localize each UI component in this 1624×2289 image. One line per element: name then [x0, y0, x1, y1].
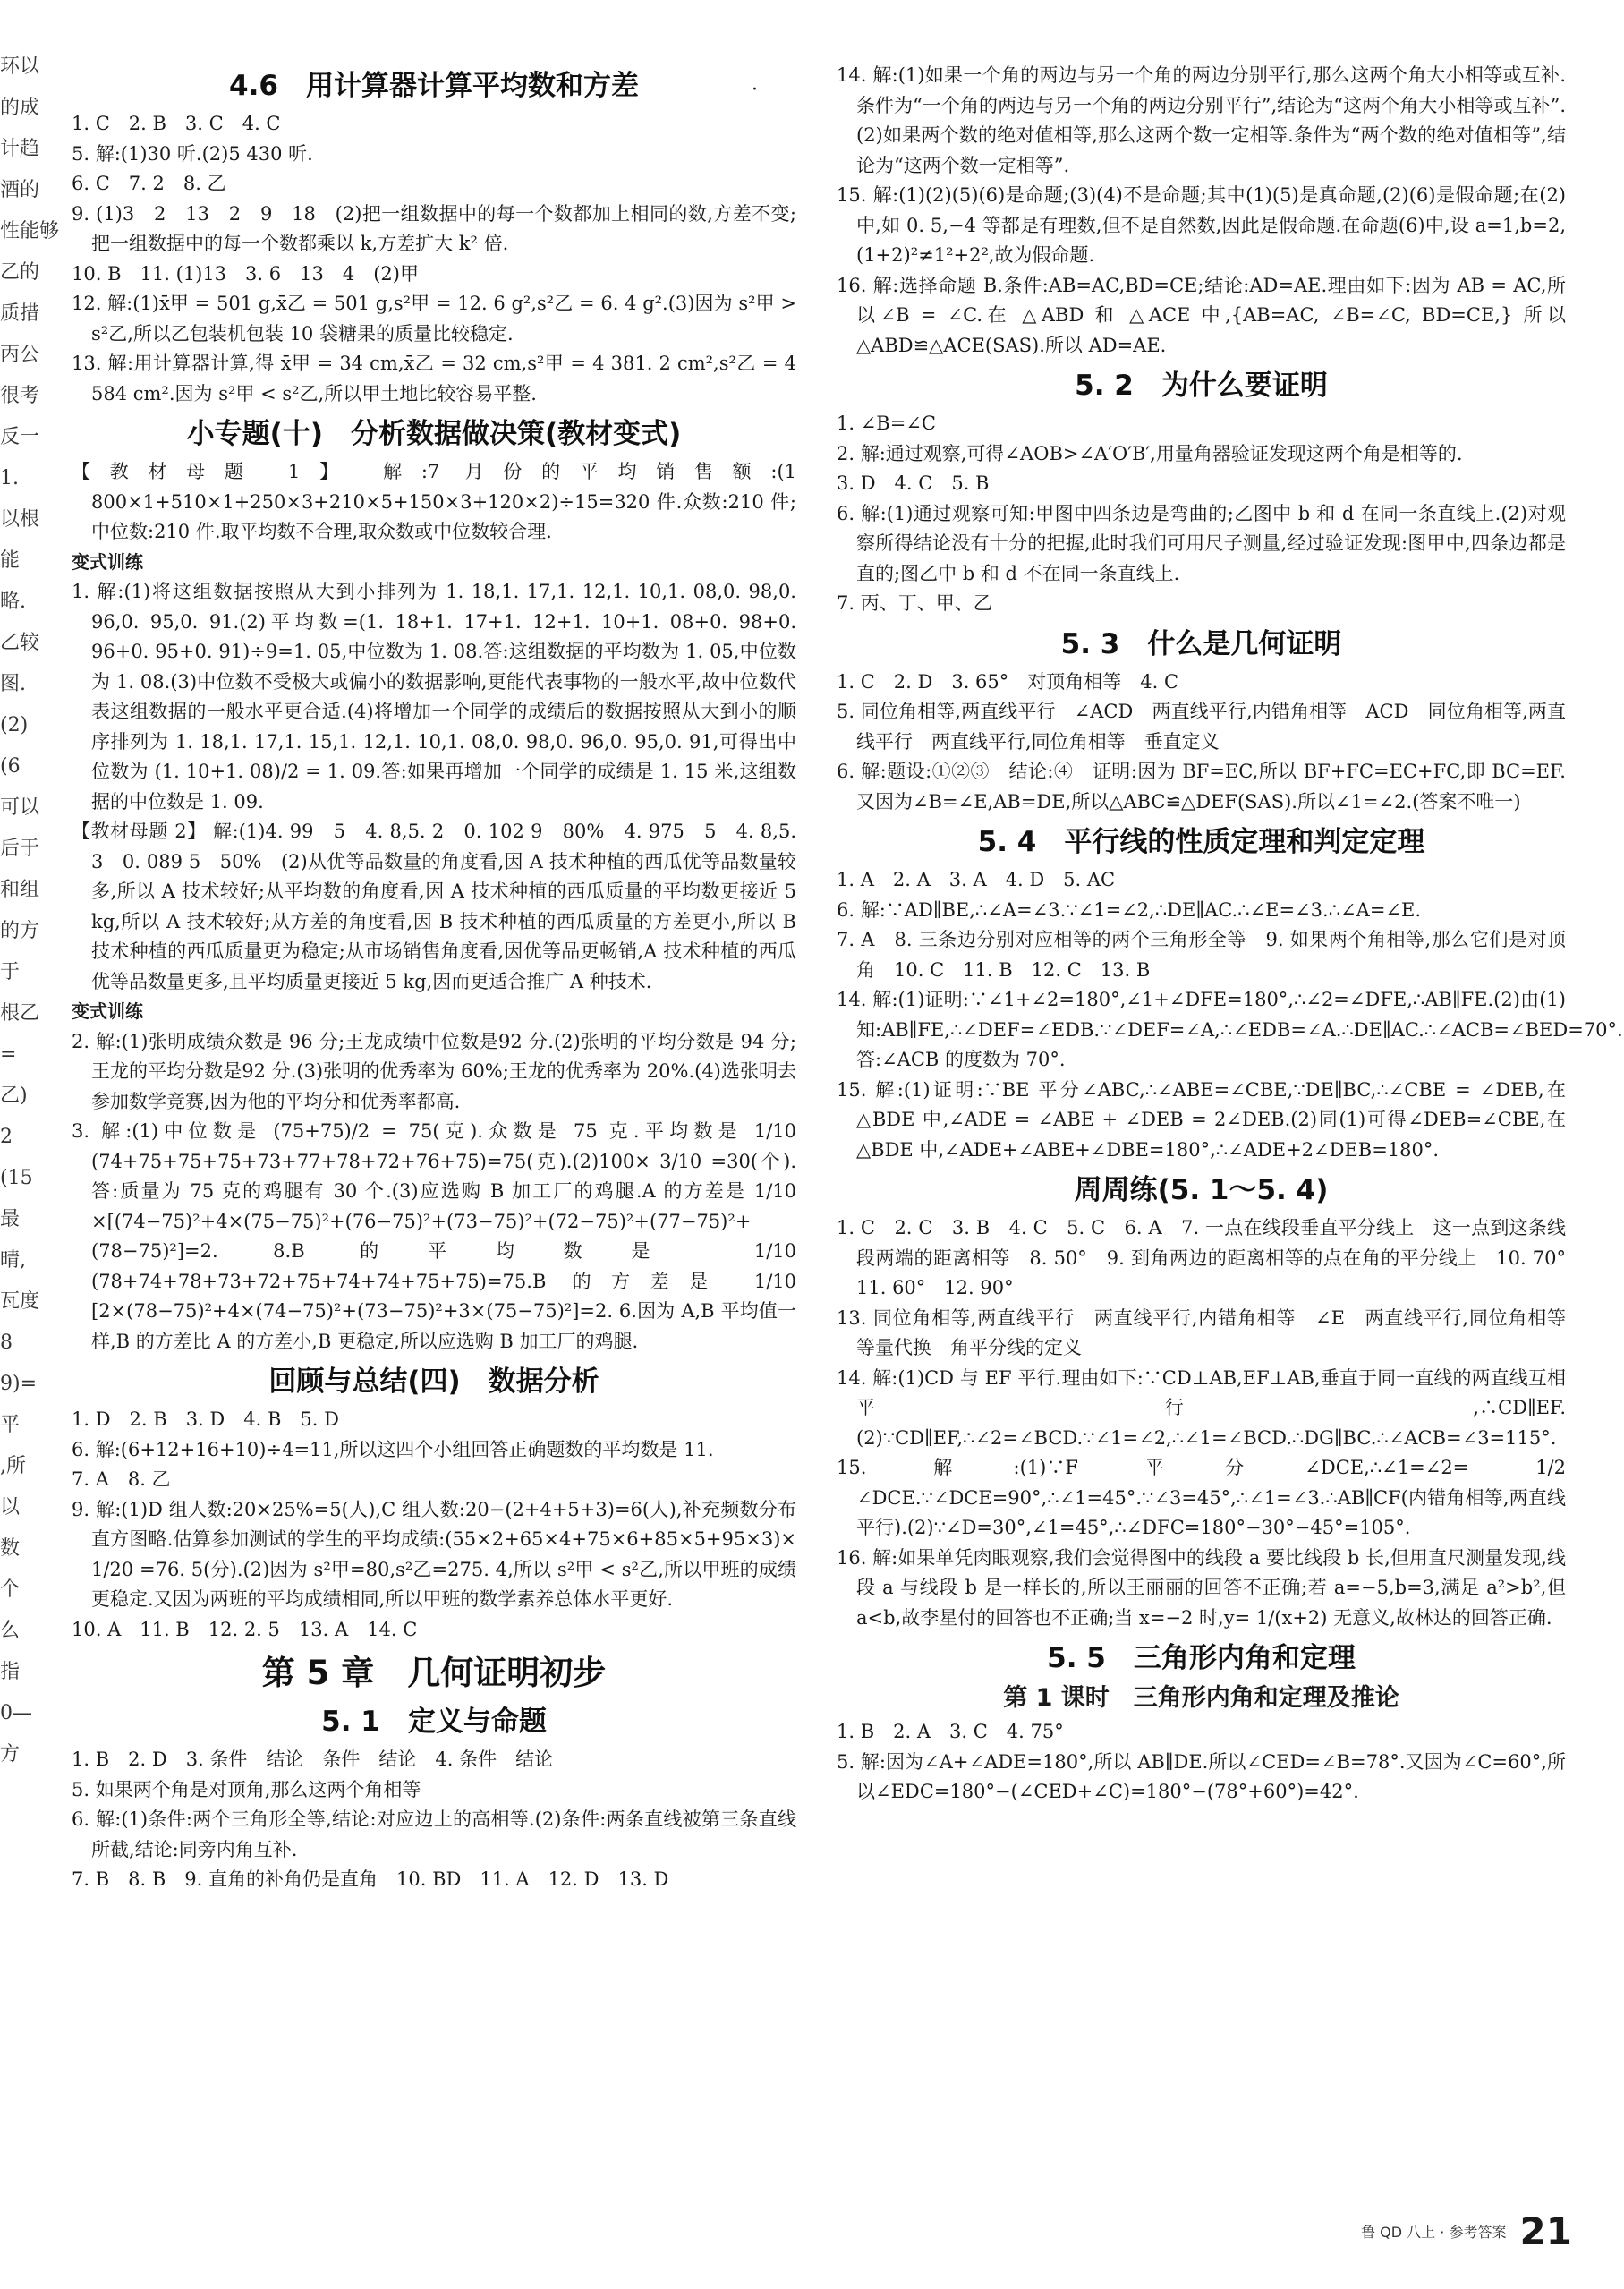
- edge-fragment: 0—: [0, 1702, 32, 1724]
- section-heading: 5. 3 什么是几何证明: [1060, 627, 1342, 660]
- footer-book-tag: 鲁 QD 八上 · 参考答案: [1361, 2224, 1507, 2241]
- answer-item: 6. 解:(1)条件:两个三角形全等,结论:对应边上的高相等.(2)条件:两条直线被第三条直线所截,结论:同旁内角互补.: [72, 1808, 796, 1860]
- answer-item: 1. B 2. D 3. 条件 结论 条件 结论 4. 条件 结论: [72, 1749, 554, 1770]
- answer-item: 5. 解:因为∠A+∠ADE=180°,所以 AB∥DE.所以∠CED=∠B=78°.又因为∠C=60°,所以∠EDC=180°−(∠CED+∠C)=180°−(78°+60°)=42°.: [837, 1750, 1566, 1802]
- answer-item: 6. C 7. 2 8. 乙: [72, 173, 226, 194]
- edge-fragment: 和组: [0, 879, 40, 901]
- edge-fragment: 个: [0, 1578, 21, 1601]
- edge-fragment: 以: [0, 1496, 21, 1519]
- edge-fragment: 后于: [0, 838, 40, 860]
- answer-item: 10. B 11. (1)13 3. 6 13 4 (2)甲: [72, 262, 419, 285]
- answer-item: 1. 解:(1)将这组数据按照从大到小排列为 1. 18,1. 17,1. 12,1. 10,1. 08,0. 98,0. 96,0. 95,0. 91.(2)平均数=(1. 18+1. 17+1. 12+1. 10+1. 08+0. 98+0. 96+0. 95+0. 91)÷9=1. 05,中位数为 1. 08.答:这组数据的平均数为 1. 05,中位数为 1. 08.(3)中位数不受极大或偏小的数据影响,更能代表事物的一般水平,故中位数代表这组数据的一般水平更合适.(4)将增加一个同学的成绩后的数据按照从大到小的顺序排列为 1. 18,1. 17,1. 15,1. 12,1. 10,1. 08,0. 98,0. 96,0. 95,0. 91,可得出中位数为 (1. 10+1. 08)/2 = 1. 09.答:如果再增加一个同学的成绩是 1. 15 米,这组数据的中位数是 1. 09.: [72, 581, 796, 813]
- answer-item: 10. A 11. B 12. 2. 5 13. A 14. C: [72, 1618, 418, 1640]
- lesson-heading: 第 1 课时 三角形内角和定理及推论: [1003, 1684, 1399, 1712]
- answer-item: 14. 解:(1)证明:∵∠1+∠2=180°,∠1+∠DFE=180°,∴∠2=∠DFE,∴AB∥FE.(2)由(1)知:AB∥FE,∴∠DEF=∠EDB.∵∠DEF=∠A,∴∠EDB=∠A.∴DE∥AC.∴∠ACB=∠BED=70°.答:∠ACB 的度数为 70°.: [837, 989, 1623, 1070]
- section-heading: 5. 4 平行线的性质定理和判定定理: [977, 826, 1425, 858]
- section-heading: 周周练(5. 1～5. 4): [1074, 1174, 1329, 1206]
- answer-item: 15. 解:(1)(2)(5)(6)是命题;(3)(4)不是命题;其中(1)(5)是真命题,(2)(6)是假命题;在(2)中,如 0. 5,−4 等都是有理数,但不是自然数,因此是假命题.在命题(6)中,设 a=1,b=2,(1+2)²≠1²+2²,故为假命题.: [837, 184, 1566, 266]
- edge-fragment: (15: [0, 1167, 33, 1189]
- right-column: [837, 61, 1623, 1808]
- answer-item: 1. ∠B=∠C: [837, 413, 936, 434]
- edge-fragment: 于: [0, 961, 21, 983]
- answer-item: 7. B 8. B 9. 直角的补角仍是直角 10. BD 11. A 12. D 13. D: [72, 1868, 669, 1890]
- edge-fragment: 质措: [0, 302, 40, 325]
- answer-item: 1. C 2. C 3. B 4. C 5. C 6. A 7. 一点在线段垂直平分线上 这一点到这条线段两端的距离相等 8. 50° 9. 到角两边的距离相等的点在角的平分线上 10. 70° 11. 60° 12. 90°: [837, 1217, 1585, 1298]
- answer-item: 【教材母题 1】 解:7 月份的平均销售额:(1 800×1+510×1+250×3+210×5+150×3+120×2)÷15=320 件.众数:210 件;中位数:210 件.取平均数不合理,取众数或中位数较合理.: [72, 461, 796, 542]
- answer-item: 2. 解:通过观察,可得∠AOB>∠A′O′B′,用量角器验证发现这两个角是相等的.: [837, 442, 1463, 464]
- edge-fragment: 以根: [0, 508, 40, 531]
- edge-fragment: 乙较: [0, 632, 40, 654]
- edge-fragment: 瓦度: [0, 1290, 40, 1313]
- edge-fragment: 数: [0, 1537, 21, 1560]
- section-heading: 第 5 章 几何证明初步: [261, 1654, 607, 1692]
- edge-fragment: 指: [0, 1661, 21, 1683]
- subsection-label: 变式训练: [72, 550, 143, 573]
- binding-edge-fragments: [0, 54, 60, 2237]
- section-heading: 5. 1 定义与命题: [321, 1706, 547, 1738]
- edge-fragment: 乙的: [0, 261, 40, 284]
- answer-item: 6. 解:(1)通过观察可知:甲图中四条边是弯曲的;乙图中 b 和 d 在同一条直线上.(2)对观察所得结论没有十分的把握,此时我们可用尺子测量,经过验证发现:图甲中,四条边都是直的;图乙中 b 和 d 不在同一条直线上.: [837, 502, 1566, 584]
- answer-item: 1. B 2. A 3. C 4. 75°: [837, 1721, 1064, 1742]
- answer-item: 12. 解:(1)x̄甲 = 501 g,x̄乙 = 501 g,s²甲 = 12. 6 g²,s²乙 = 6. 4 g².(3)因为 s²甲 > s²乙,所以乙包装机包装 10 袋糖果的质量比较稳定.: [72, 293, 796, 345]
- edge-fragment: 丙公: [0, 344, 40, 366]
- answer-item: 6. 解:(6+12+16+10)÷4=11,所以这四个小组回答正确题数的平均数是 11.: [72, 1438, 714, 1460]
- edge-fragment: 的方: [0, 920, 40, 942]
- answer-item: 5. 如果两个角是对顶角,那么这两个角相等: [72, 1778, 421, 1800]
- edge-fragment: 8: [0, 1332, 13, 1354]
- answer-item: 14. 解:(1)CD 与 EF 平行.理由如下:∵CD⊥AB,EF⊥AB,垂直于同一直线的两直线互相平行,∴CD∥EF.(2)∵CD∥EF,∴∠2=∠BCD.∵∠1=∠2,∴∠1=∠BCD.∴DG∥BC.∴∠ACB=∠3=115°.: [837, 1366, 1566, 1449]
- answer-item: 5. 解:(1)30 听.(2)5 430 听.: [72, 142, 313, 165]
- answer-item: 1. C 2. D 3. 65° 对顶角相等 4. C: [837, 670, 1179, 693]
- edge-fragment: 酒的: [0, 179, 40, 201]
- edge-fragment: 平: [0, 1414, 21, 1436]
- answer-item: 9. (1)3 2 13 2 9 18 (2)把一组数据中的每一个数都加上相同的数,方差不变;把一组数据中的每一个数都乘以 k,方差扩大 k² 倍.: [72, 202, 796, 254]
- edge-fragment: =: [0, 1043, 17, 1066]
- edge-fragment: 最: [0, 1208, 21, 1230]
- answer-item: 1. C 2. B 3. C 4. C: [72, 113, 281, 134]
- answer-item: 16. 解:如果单凭肉眼观察,我们会觉得图中的线段 a 要比线段 b 长,但用直尺测量发现,线段 a 与线段 b 是一样长的,所以王丽丽的回答不正确;若 a=−5,b=3,满足 a²>b²,但 a<b,故李星付的回答也不正确;当 x=−2 时,y= 1/(x+2) 无意义,故林达的回答正确.: [837, 1546, 1566, 1629]
- edge-fragment: 能: [0, 549, 21, 572]
- section-heading: 5. 2 为什么要证明: [1075, 370, 1328, 402]
- edge-fragment: 环以: [0, 55, 40, 78]
- subsection-label: 变式训练: [72, 1000, 143, 1022]
- section-heading: 回顾与总结(四) 数据分析: [268, 1366, 599, 1398]
- edge-fragment: 很考: [0, 385, 40, 407]
- edge-fragment: 么: [0, 1620, 21, 1642]
- answer-item: 13. 同位角相等,两直线平行 两直线平行,内错角相等 ∠E 两直线平行,同位角相等 等量代换 角平分线的定义: [837, 1306, 1585, 1358]
- left-column: [72, 61, 796, 1895]
- page-number: 21: [1519, 2209, 1572, 2253]
- answer-item: 7. 丙、丁、甲、乙: [837, 592, 992, 614]
- answer-item: 6. 解:∵AD∥BE,∴∠A=∠3.∵∠1=∠2,∴DE∥AC.∴∠E=∠3.∴∠A=∠E.: [837, 898, 1422, 921]
- answer-item: 15. 解:(1)∵F 平分∠DCE,∴∠1=∠2= 1/2 ∠DCE.∵∠DCE=90°,∴∠1=45°.∵∠3=45°,∴∠1=∠3.∴AB∥CF(内错角相等,两直线平行).(2)∵∠D=30°,∠1=45°,∴∠DFC=180°−30°−45°=105°.: [837, 1457, 1566, 1538]
- answer-item: 5. 同位角相等,两直线平行 ∠ACD 两直线平行,内错角相等 ACD 同位角相等,两直线平行 两直线平行,同位角相等 垂直定义: [837, 701, 1566, 753]
- answer-item: 9. 解:(1)D 组人数:20×25%=5(人),C 组人数:20−(2+4+5+3)=6(人),补充频数分布直方图略.估算参加测试的学生的平均成绩:(55×2+65×4+75×6+85×5+95×3)× 1/20 =76. 5(分).(2)因为 s²甲=80,s²乙=275. 4,所以 s²甲 < s²乙,所以甲班的成绩更稳定.又因为两班的平均成绩相同,所以甲班的数学素养总体水平更好.: [72, 1498, 796, 1610]
- answer-item: 14. 解:(1)如果一个角的两边与另一个角的两边分别平行,那么这两个角大小相等或互补.条件为“一个角的两边与另一个角的两边分别平行”,结论为“这两个角大小相等或互补”.(2)如果两个数的绝对值相等,那么这两个数一定相等.条件为“两个数的绝对值相等”,结论为“这两个数一定相等”.: [837, 64, 1566, 176]
- answer-item: 15. 解:(1)证明:∵BE 平分∠ABC,∴∠ABE=∠CBE,∵DE∥BC,∴∠CBE = ∠DEB,在 △BDE 中,∠ADE = ∠ABE + ∠DEB = 2∠DEB.(2)同(1)可得∠DEB=∠CBE,在△BDE 中,∠ADE+∠ABE+∠DBE=180°,∴∠ADE+2∠DEB=180°.: [837, 1078, 1566, 1161]
- edge-fragment: 2: [0, 1126, 13, 1148]
- edge-fragment: 可以: [0, 796, 40, 819]
- answer-item: 16. 解:选择命题 B.条件:AB=AC,BD=CE;结论:AD=AE.理由如下:因为 AB = AC,所以∠B = ∠C.在 △ABD 和 △ACE 中,{AB=AC, ∠B=∠C, BD=CE,} 所以△ABD≌△ACE(SAS).所以 AD=AE.: [837, 274, 1566, 356]
- section-heading: 小专题(十) 分析数据做决策(教材变式): [186, 418, 682, 450]
- edge-fragment: 根乙: [0, 1002, 40, 1025]
- section-heading: 4.6 用计算器计算平均数和方差: [229, 70, 639, 102]
- answer-item: 7. A 8. 乙: [72, 1468, 171, 1490]
- answer-item: 2. 解:(1)张明成绩众数是 96 分;王龙成绩中位数是92 分.(2)张明的平均分数是 94 分;王龙的平均分数是92 分.(3)张明的优秀率为 60%;王龙的优秀率为 20%.(4)选张明去参加数学竞赛,因为他的平均分和优秀率都高.: [72, 1030, 796, 1112]
- edge-fragment: 晴,: [0, 1249, 26, 1272]
- answer-item: 3. 解:(1)中位数是 (75+75)/2 = 75(克).众数是 75 克.平均数是 1/10 (74+75+75+75+73+77+78+72+76+75)=75(克).(2)100× 3/10 =30(个).答:质量为 75 克的鸡腿有 30 个.(3)应选购 B 加工厂的鸡腿.A 的方差是 1/10 ×[(74−75)²+4×(75−75)²+(76−75)²+(73−75)²+(72−75)²+(77−75)²+(78−75)²]=2. 8.B 的平均数是 1/10 (78+74+78+73+72+75+74+74+75+75)=75.B 的方差是 1/10 [2×(78−75)²+4×(74−75)²+(73−75)²+3×(75−75)²]=2. 6.因为 A,B 平均值一样,B 的方差比 A 的方差小,B 更稳定,所以应选购 B 加工厂的鸡腿.: [72, 1120, 796, 1352]
- edge-fragment: 9)=: [0, 1373, 38, 1395]
- stray-mark: ·: [752, 79, 758, 101]
- answer-item: 3. D 4. C 5. B: [837, 472, 990, 494]
- edge-fragment: 性能够: [0, 220, 60, 243]
- edge-fragment: 反一: [0, 426, 40, 448]
- edge-fragment: (2): [0, 714, 29, 736]
- answer-item: 1. D 2. B 3. D 4. B 5. D: [72, 1408, 339, 1430]
- answer-item: 【教材母题 2】 解:(1)4. 99 5 4. 8,5. 2 0. 102 9 80% 4. 975 5 4. 8,5. 3 0. 089 5 50% (2)从优等品数量的角度看,因 A 技术种植的西瓜优等品数量较多,所以 A 技术较好;从平均数的角度看,因 A 技术种植的西瓜质量的平均数更接近 5 kg,所以 A 技术较好;从方差的角度看,因 B 技术种植的西瓜质量的方差更小,所以 B 技术种植的西瓜质量更为稳定;从市场销售角度看,因优等品更畅销,A 技术种植的西瓜优等品数量更多,且平均质量更接近 5 kg,因而更适合推广 A 种技术.: [72, 821, 796, 992]
- edge-fragment: 计趋: [0, 138, 40, 160]
- answer-item: 1. A 2. A 3. A 4. D 5. AC: [837, 869, 1116, 890]
- edge-fragment: 乙): [0, 1085, 28, 1107]
- edge-fragment: 的成: [0, 97, 40, 119]
- answer-item: 7. A 8. 三条边分别对应相等的两个三角形全等 9. 如果两个角相等,那么它们是对顶角 10. C 11. B 12. C 13. B: [837, 929, 1566, 981]
- answer-item: 6. 解:题设:①②③ 结论:④ 证明:因为 BF=EC,所以 BF+FC=EC+FC,即 BC=EF.又因为∠B=∠E,AB=DE,所以△ABC≌△DEF(SAS).所以∠1=∠2.(答案不唯一): [837, 761, 1566, 813]
- edge-fragment: 方: [0, 1743, 21, 1766]
- edge-fragment: 1.: [0, 467, 19, 489]
- section-heading: 5. 5 三角形内角和定理: [1047, 1642, 1356, 1674]
- edge-fragment: (6: [0, 755, 21, 778]
- answer-item: 13. 解:用计算器计算,得 x̄甲 = 34 cm,x̄乙 = 32 cm,s²甲 = 4 381. 2 cm²,s²乙 = 4 584 cm².因为 s²甲 < s²乙,所以甲土地比较容易平整.: [72, 353, 796, 404]
- edge-fragment: ,所: [0, 1455, 26, 1477]
- edge-fragment: 略.: [0, 591, 26, 613]
- page-footer: [1361, 2209, 1572, 2253]
- edge-fragment: 图.: [0, 673, 26, 695]
